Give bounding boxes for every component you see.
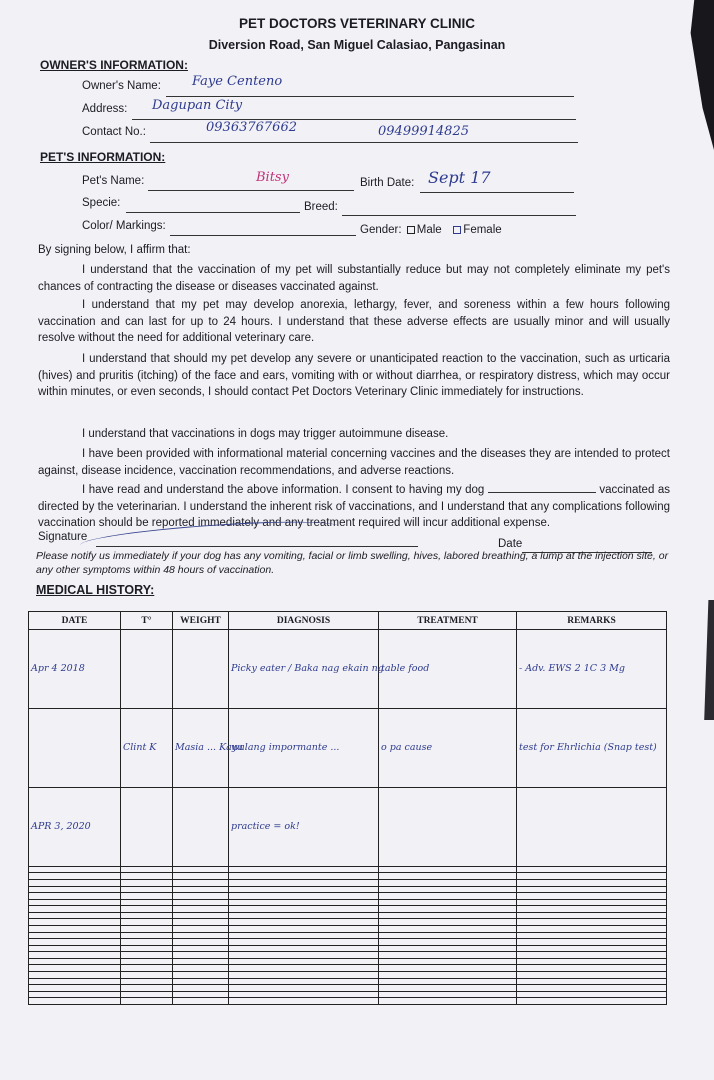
table-cell[interactable] — [379, 787, 517, 866]
table-cell[interactable] — [173, 879, 229, 886]
table-cell[interactable] — [379, 899, 517, 906]
table-cell[interactable] — [517, 912, 667, 919]
column-header-2: WEIGHT — [173, 612, 229, 630]
table-row — [29, 866, 667, 873]
contact-label: Contact No.: — [82, 126, 146, 138]
table-cell[interactable] — [29, 965, 121, 972]
table-cell[interactable] — [173, 899, 229, 906]
table-cell[interactable] — [517, 945, 667, 952]
table-cell[interactable] — [229, 886, 379, 893]
breed-label: Breed: — [304, 201, 338, 213]
table-cell[interactable] — [173, 985, 229, 992]
table-cell[interactable] — [173, 965, 229, 972]
table-cell[interactable] — [379, 939, 517, 946]
table-cell[interactable] — [229, 998, 379, 1005]
table-cell[interactable] — [229, 958, 379, 965]
table-cell[interactable] — [379, 893, 517, 900]
table-cell[interactable] — [229, 952, 379, 959]
table-cell[interactable] — [379, 926, 517, 933]
table-cell[interactable] — [229, 919, 379, 926]
gender-field — [360, 224, 502, 236]
table-cell[interactable] — [229, 978, 379, 985]
table-cell[interactable] — [173, 978, 229, 985]
owner-name-label: Owner's Name: — [82, 80, 161, 92]
table-cell[interactable]: walang impormante ... — [229, 708, 379, 787]
table-row — [29, 787, 667, 866]
table-cell[interactable] — [517, 985, 667, 992]
address-label: Address: — [82, 103, 128, 115]
table-cell[interactable] — [379, 958, 517, 965]
table-cell[interactable] — [517, 906, 667, 913]
table-cell[interactable] — [29, 879, 121, 886]
table-cell[interactable] — [173, 873, 229, 880]
table-cell[interactable]: Picky eater / Baka nag ekain ng — [229, 630, 379, 709]
table-cell[interactable] — [379, 932, 517, 939]
consent-paragraph-2: I understand that my pet may develop anorexia, lethargy, fever, and soreness within a few hours following vaccination and can last for up to 24 hours. I understand that these adverse effects are usually minor and will usually resolve without the need for additional veterinary care. — [38, 299, 670, 344]
table-row — [29, 912, 667, 919]
table-cell[interactable] — [229, 932, 379, 939]
table-cell[interactable] — [29, 899, 121, 906]
table-row — [29, 991, 667, 998]
table-cell[interactable] — [517, 978, 667, 985]
table-cell[interactable] — [379, 991, 517, 998]
table-cell[interactable] — [229, 899, 379, 906]
pet-name-line — [148, 190, 354, 191]
table-row — [29, 893, 667, 900]
table-cell[interactable] — [517, 932, 667, 939]
table-cell[interactable] — [379, 972, 517, 979]
table-cell[interactable] — [379, 952, 517, 959]
table-cell[interactable] — [121, 998, 173, 1005]
table-cell[interactable] — [29, 991, 121, 998]
owner-name-value[interactable]: Faye Centeno — [192, 74, 283, 89]
table-cell[interactable] — [121, 939, 173, 946]
signature-label: Signature — [38, 531, 88, 543]
table-cell[interactable] — [379, 998, 517, 1005]
table-cell[interactable] — [517, 926, 667, 933]
female-label: Female — [463, 224, 502, 236]
table-cell[interactable] — [121, 972, 173, 979]
table-cell[interactable] — [517, 998, 667, 1005]
table-cell[interactable] — [229, 985, 379, 992]
table-cell[interactable] — [29, 912, 121, 919]
table-cell[interactable] — [379, 978, 517, 985]
gender-label: Gender: — [360, 224, 402, 236]
table-cell[interactable] — [379, 866, 517, 873]
dog-name-blank[interactable] — [488, 492, 596, 493]
table-row — [29, 906, 667, 913]
table-cell[interactable] — [29, 906, 121, 913]
table-cell[interactable] — [121, 919, 173, 926]
table-row — [29, 958, 667, 965]
table-cell[interactable] — [121, 991, 173, 998]
table-cell[interactable] — [29, 873, 121, 880]
table-cell[interactable]: o pa cause — [379, 708, 517, 787]
column-header-5: REMARKS — [517, 612, 667, 630]
consent-p6-rest: as directed by the veterinarian. I understand the inherent risk of vaccinations, and I understand that any complications following vaccination should be reported immediately and any treatment required will incur additional expense. — [38, 484, 671, 529]
table-cell[interactable] — [517, 972, 667, 979]
table-cell[interactable] — [121, 958, 173, 965]
table-cell[interactable] — [517, 952, 667, 959]
table-cell[interactable] — [229, 906, 379, 913]
medical-section-title: MEDICAL HISTORY: — [36, 583, 155, 597]
owner-section-title: OWNER'S INFORMATION: — [40, 58, 188, 72]
table-cell[interactable] — [121, 912, 173, 919]
table-cell[interactable] — [29, 708, 121, 787]
table-cell[interactable] — [121, 787, 173, 866]
table-cell[interactable]: table food — [379, 630, 517, 709]
table-cell[interactable] — [29, 985, 121, 992]
table-cell[interactable]: APR 3, 2020 — [29, 787, 121, 866]
pet-name-label: Pet's Name: — [82, 175, 145, 187]
consent-p6-vaccinated: vaccinated — [599, 484, 655, 496]
table-cell[interactable] — [173, 787, 229, 866]
table-cell[interactable] — [517, 919, 667, 926]
birth-date-value[interactable]: Sept 17 — [428, 168, 491, 187]
table-row — [29, 952, 667, 959]
table-cell[interactable] — [173, 952, 229, 959]
column-header-4: TREATMENT — [379, 612, 517, 630]
pet-section-title: PET'S INFORMATION: — [40, 150, 166, 164]
table-cell[interactable] — [29, 945, 121, 952]
table-cell[interactable] — [29, 958, 121, 965]
column-header-1: T° — [121, 612, 173, 630]
female-checkbox[interactable] — [453, 226, 461, 234]
table-row — [29, 879, 667, 886]
owner-name-line — [166, 96, 574, 97]
table-cell[interactable] — [379, 873, 517, 880]
table-cell[interactable] — [29, 886, 121, 893]
table-cell[interactable] — [173, 972, 229, 979]
column-header-3: DIAGNOSIS — [229, 612, 379, 630]
table-cell[interactable] — [173, 893, 229, 900]
medical-history-table — [28, 611, 667, 1005]
table-cell[interactable] — [29, 926, 121, 933]
table-cell[interactable] — [29, 972, 121, 979]
color-markings-label: Color/ Markings: — [82, 220, 166, 232]
table-cell[interactable] — [379, 919, 517, 926]
table-cell[interactable] — [173, 866, 229, 873]
torn-edge — [700, 600, 714, 720]
table-cell[interactable]: - Adv. EWS 2 1C 3 Mg — [517, 630, 667, 709]
consent-p6-start: I have read and understand the above information. I consent to having my dog — [82, 484, 485, 496]
table-cell[interactable] — [29, 919, 121, 926]
table-cell[interactable] — [29, 939, 121, 946]
table-cell[interactable] — [173, 945, 229, 952]
table-cell[interactable] — [29, 998, 121, 1005]
table-cell[interactable] — [121, 952, 173, 959]
table-cell[interactable] — [379, 906, 517, 913]
table-cell[interactable] — [121, 893, 173, 900]
table-cell[interactable]: practice = ok! — [229, 787, 379, 866]
table-cell[interactable] — [173, 912, 229, 919]
table-cell[interactable] — [229, 893, 379, 900]
table-cell[interactable] — [121, 945, 173, 952]
table-cell[interactable] — [121, 899, 173, 906]
pet-name-value[interactable]: Bitsy — [256, 170, 289, 185]
table-row — [29, 998, 667, 1005]
table-row — [29, 972, 667, 979]
table-row — [29, 919, 667, 926]
notify-note: Please notify us immediately if your dog has any vomiting, facial or limb swelling, hives, labored breathing, a lump at the injection site, or any other symptoms within 48 hours of vaccination. — [36, 550, 669, 576]
table-cell[interactable] — [517, 899, 667, 906]
birth-date-line — [420, 192, 574, 193]
table-cell[interactable] — [121, 630, 173, 709]
color-markings-line — [170, 235, 356, 236]
table-row — [29, 939, 667, 946]
table-cell[interactable] — [173, 919, 229, 926]
table-cell[interactable] — [121, 886, 173, 893]
consent-intro: By signing below, I affirm that: — [38, 244, 191, 256]
table-cell[interactable] — [29, 978, 121, 985]
consent-paragraph-5: I have been provided with informational material concerning vaccines and the diseases they are intended to protect against, disease incidence, vaccination recommendations, and adverse reactions. — [38, 448, 670, 477]
table-cell[interactable] — [173, 906, 229, 913]
address-line — [132, 119, 576, 120]
table-cell[interactable] — [379, 912, 517, 919]
table-cell[interactable] — [517, 787, 667, 866]
table-cell[interactable] — [517, 886, 667, 893]
clinic-name: PET DOCTORS VETERINARY CLINIC — [238, 16, 476, 31]
table-cell[interactable] — [379, 945, 517, 952]
table-cell[interactable] — [121, 873, 173, 880]
table-cell[interactable] — [173, 630, 229, 709]
table-cell[interactable] — [379, 879, 517, 886]
table-cell[interactable] — [229, 991, 379, 998]
table-row — [29, 886, 667, 893]
table-cell[interactable] — [517, 939, 667, 946]
date-label: Date — [498, 538, 523, 550]
consent-paragraph-4: I understand that vaccinations in dogs may trigger autoimmune disease. — [82, 428, 449, 440]
table-cell[interactable] — [379, 886, 517, 893]
table-cell[interactable]: Masia ... Kaya — [173, 708, 229, 787]
table-cell[interactable] — [379, 965, 517, 972]
table-cell[interactable] — [121, 985, 173, 992]
table-row — [29, 945, 667, 952]
clinic-address: Diversion Road, San Miguel Calasiao, Pangasinan — [208, 38, 506, 52]
table-cell[interactable] — [121, 879, 173, 886]
table-cell[interactable] — [29, 952, 121, 959]
table-cell[interactable] — [121, 926, 173, 933]
contact-line — [150, 142, 578, 143]
table-cell[interactable] — [29, 866, 121, 873]
table-cell[interactable] — [173, 958, 229, 965]
table-cell[interactable] — [229, 926, 379, 933]
specie-label: Specie: — [82, 197, 121, 209]
table-row — [29, 932, 667, 939]
column-header-0: DATE — [29, 612, 121, 630]
table-cell[interactable] — [173, 886, 229, 893]
table-row — [29, 873, 667, 880]
table-cell[interactable] — [173, 926, 229, 933]
birth-date-label: Birth Date: — [360, 177, 415, 189]
table-cell[interactable] — [229, 972, 379, 979]
table-cell[interactable] — [517, 866, 667, 873]
table-row — [29, 708, 667, 787]
table-cell[interactable] — [379, 985, 517, 992]
consent-paragraph-3: I understand that should my pet develop any severe or unanticipated reaction to the vaccination, such as urticaria (hives) and pruritis (itching) of the face and ears, vomiting with or without diarrhea, or respiratory distress, which may occur within minutes, or even seconds, I should contact Pet Doctors Veterinary Clinic immediately for instructions. — [38, 353, 670, 398]
contact-value-2[interactable]: 09499914825 — [378, 124, 469, 139]
table-cell[interactable]: test for Ehrlichia (Snap test) — [517, 708, 667, 787]
table-cell[interactable]: Apr 4 2018 — [29, 630, 121, 709]
table-cell[interactable] — [121, 906, 173, 913]
table-cell[interactable] — [517, 991, 667, 998]
table-cell[interactable] — [29, 932, 121, 939]
medical-header-row — [29, 612, 667, 630]
table-cell[interactable] — [173, 998, 229, 1005]
table-cell[interactable] — [229, 912, 379, 919]
table-cell[interactable] — [121, 965, 173, 972]
table-cell[interactable] — [229, 873, 379, 880]
table-cell[interactable]: Clint K — [121, 708, 173, 787]
specie-line — [126, 212, 300, 213]
table-cell[interactable] — [121, 978, 173, 985]
address-value[interactable]: Dagupan City — [152, 98, 243, 113]
table-cell[interactable] — [229, 965, 379, 972]
table-cell[interactable] — [173, 939, 229, 946]
table-cell[interactable] — [229, 939, 379, 946]
table-cell[interactable] — [121, 866, 173, 873]
table-row — [29, 978, 667, 985]
breed-line — [342, 215, 576, 216]
table-cell[interactable] — [173, 932, 229, 939]
contact-value-1[interactable]: 09363767662 — [206, 120, 297, 135]
table-cell[interactable] — [517, 965, 667, 972]
table-cell[interactable] — [517, 958, 667, 965]
table-row — [29, 985, 667, 992]
table-cell[interactable] — [517, 879, 667, 886]
male-label: Male — [416, 224, 442, 236]
consent-paragraph-6 — [38, 482, 670, 532]
table-row — [29, 965, 667, 972]
table-row — [29, 926, 667, 933]
table-cell[interactable] — [229, 879, 379, 886]
table-cell[interactable] — [121, 932, 173, 939]
table-cell[interactable] — [173, 991, 229, 998]
table-cell[interactable] — [229, 866, 379, 873]
table-row — [29, 630, 667, 709]
table-row — [29, 899, 667, 906]
consent-paragraph-1: I understand that the vaccination of my pet will substantially reduce but may not completely eliminate my pet's chances of contracting the disease or diseases vaccinated against. — [38, 264, 670, 293]
male-checkbox[interactable] — [407, 226, 415, 234]
table-cell[interactable] — [517, 873, 667, 880]
table-cell[interactable] — [517, 893, 667, 900]
table-cell[interactable] — [29, 893, 121, 900]
table-cell[interactable] — [229, 945, 379, 952]
